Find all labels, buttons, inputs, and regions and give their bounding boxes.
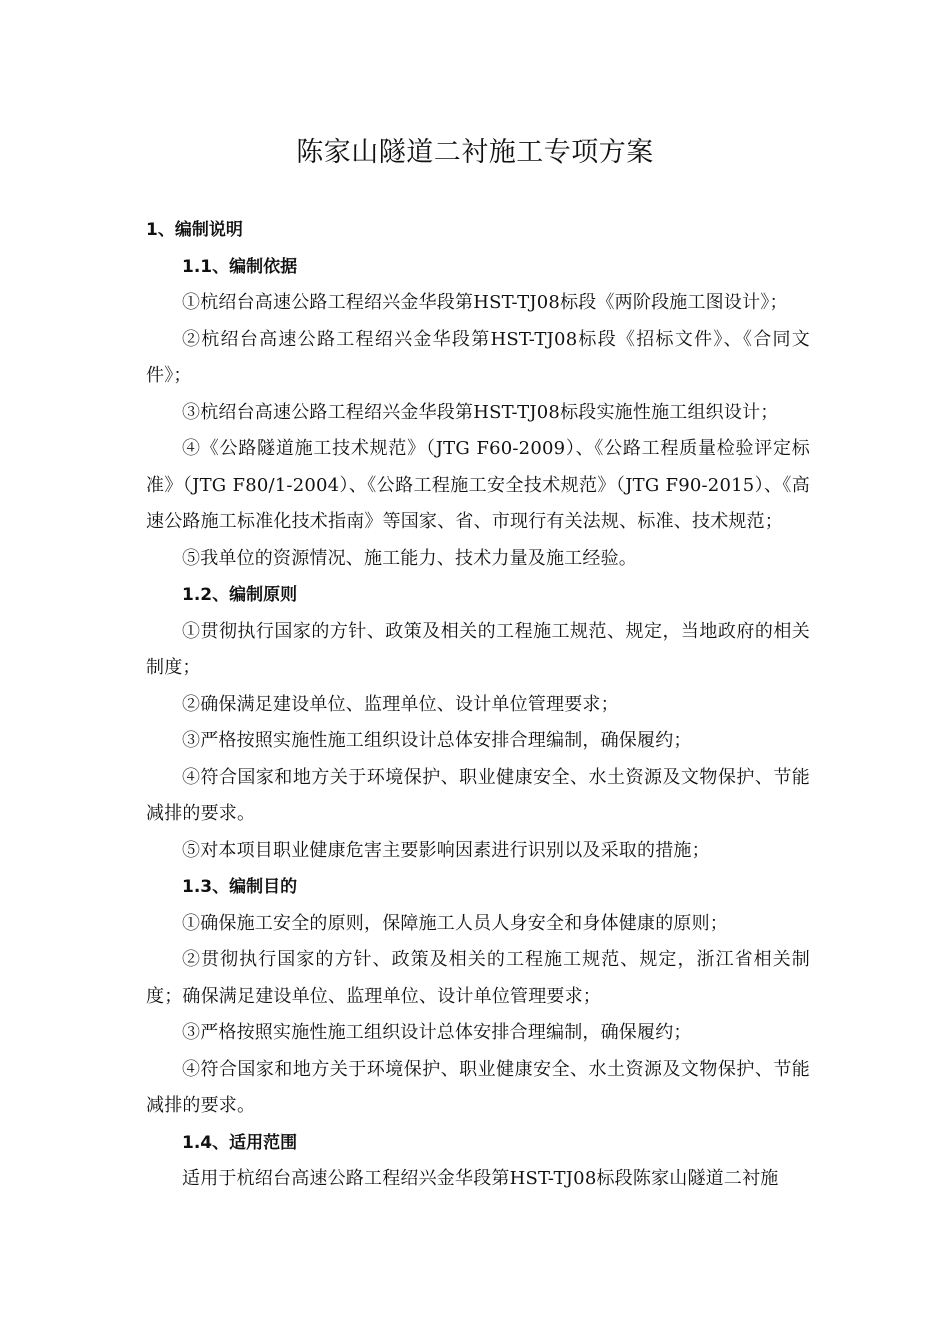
- document-body: [146, 212, 810, 1198]
- paragraph: ⑤对本项目职业健康危害主要影响因素进行识别以及采取的措施；: [182, 839, 710, 861]
- paragraph: ②杭绍台高速公路工程绍兴金华段第HST-TJ08标段《招标文件》、《合同文件》；: [146, 328, 810, 386]
- subsection-heading-1-3: 1.3、编制目的: [182, 877, 298, 897]
- paragraph: ②确保满足建设单位、监理单位、设计单位管理要求；: [182, 693, 619, 715]
- section-heading-1: 1、编制说明: [146, 220, 243, 240]
- paragraph: ①贯彻执行国家的方针、政策及相关的工程施工规范、规定，当地政府的相关制度；: [146, 620, 810, 678]
- paragraph: ④符合国家和地方关于环境保护、职业健康安全、水土资源及文物保护、节能减排的要求。: [146, 1058, 810, 1116]
- paragraph: ③杭绍台高速公路工程绍兴金华段第HST-TJ08标段实施性施工组织设计；: [182, 401, 779, 423]
- subsection-heading-1-2: 1.2、编制原则: [182, 585, 298, 605]
- subsection-heading-1-4: 1.4、适用范围: [182, 1132, 298, 1153]
- paragraph: ④符合国家和地方关于环境保护、职业健康安全、水土资源及文物保护、节能减排的要求。: [146, 766, 810, 824]
- document-title: 陈家山隧道二衬施工专项方案: [296, 137, 654, 168]
- paragraph: ①杭绍台高速公路工程绍兴金华段第HST-TJ08标段《两阶段施工图设计》；: [182, 292, 788, 313]
- paragraph: ④《公路隧道施工技术规范》（JTG F60-2009）、《公路工程质量检验评定标准》（JTG F80/1-2004）、《公路工程施工安全技术规范》（JTG F90-2015）、《高速公路施工标准化技术指南》等国家、省、市现行有关法规、标准、技术规范；: [146, 438, 810, 532]
- paragraph: ③严格按照实施性施工组织设计总体安排合理编制，确保履约；: [182, 1022, 692, 1043]
- paragraph: ②贯彻执行国家的方针、政策及相关的工程施工规范、规定，浙江省相关制度；确保满足建设单位、监理单位、设计单位管理要求；: [146, 949, 810, 1007]
- paragraph: ③严格按照实施性施工组织设计总体安排合理编制，确保履约；: [182, 730, 692, 751]
- paragraph: 适用于杭绍台高速公路工程绍兴金华段第HST-TJ08标段陈家山隧道二衬施: [182, 1168, 779, 1189]
- subsection-heading-1-1: 1.1、编制依据: [182, 256, 298, 277]
- paragraph: ①确保施工安全的原则，保障施工人员人身安全和身体健康的原则；: [182, 912, 728, 934]
- paragraph: ⑤我单位的资源情况、施工能力、技术力量及施工经验。: [182, 547, 637, 569]
